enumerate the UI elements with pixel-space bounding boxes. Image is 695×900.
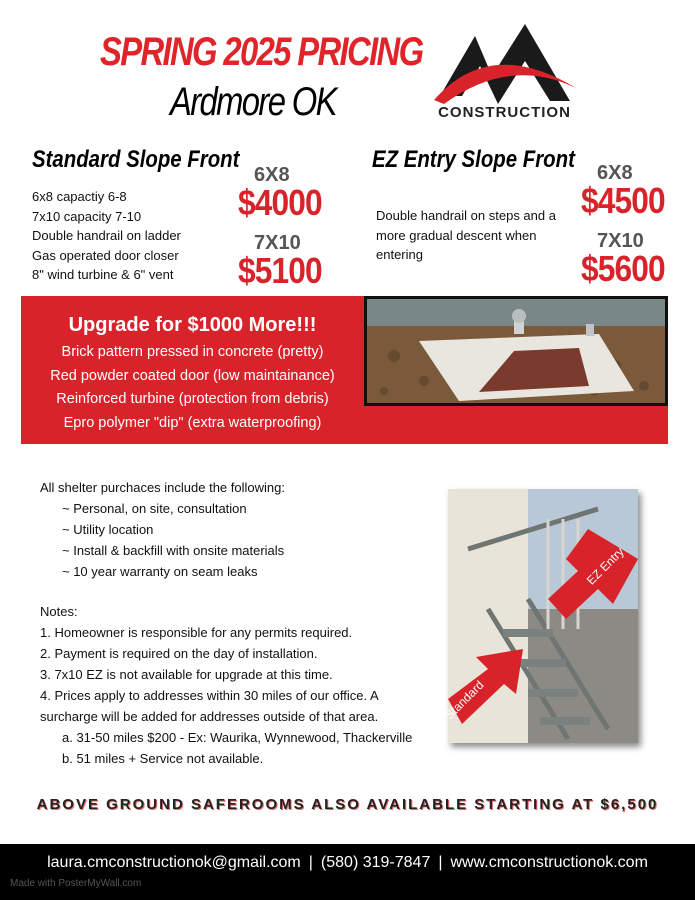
- list-item: ~ Install & backfill with onsite materials: [62, 543, 285, 558]
- location-subtitle: Ardmore OK: [170, 80, 336, 124]
- notes-section: [40, 601, 435, 769]
- upgrade-text-block: [21, 296, 364, 444]
- separator: |: [308, 854, 313, 871]
- includes-section: [40, 477, 440, 582]
- standard-photo-label: Standard: [442, 677, 487, 723]
- list-item: 6x8 capactiy 6-8: [32, 189, 127, 204]
- ez-size-6x8: 6X8: [597, 162, 633, 184]
- list-item: Double handrail on ladder: [32, 228, 181, 243]
- above-ground-notice: ABOVE GROUND SAFEROOMS ALSO AVAILABLE STARTING AT $6,500: [36, 796, 659, 813]
- stairs-image-icon: [448, 489, 638, 743]
- contact-line: [0, 854, 695, 872]
- ez-size-7x10: 7X10: [597, 230, 644, 252]
- phone-link[interactable]: (580) 319-7847: [320, 854, 431, 871]
- ez-price-6x8: $4500: [581, 180, 665, 221]
- list-item: Brick pattern pressed in concrete (pretty): [61, 344, 324, 360]
- list-item: 8" wind turbine & 6" vent: [32, 267, 174, 282]
- list-item: 7x10 capacity 7-10: [32, 208, 142, 224]
- list-item: a. 31-50 miles $200 - Ex: Waurika, Wynnewood, Thackerville: [62, 730, 413, 745]
- list-item: Red powder coated door (low maintainance): [50, 367, 335, 384]
- ez-entry-heading: EZ Entry Slope Front: [372, 146, 575, 173]
- list-item: 4. Prices apply to addresses within 30 miles of our office. A surcharge will be added for addresses outside of that area.: [40, 688, 379, 724]
- logo-wordmark: CONSTRUCTION: [438, 104, 571, 121]
- list-item: Reinforced turbine (protection from debris): [56, 391, 329, 407]
- email-link[interactable]: laura.cmconstructionok@gmail.com: [47, 854, 301, 871]
- standard-price-7x10: $5100: [238, 250, 322, 291]
- footer-bar: [0, 844, 695, 900]
- list-item: Epro polymer "dip" (extra waterproofing): [63, 414, 322, 431]
- standard-size-6x8: 6X8: [254, 164, 290, 186]
- standard-size-7x10: 7X10: [254, 232, 301, 254]
- list-item: ~ Personal, on site, consultation: [62, 501, 247, 516]
- list-item: 2. Payment is required on the day of installation.: [40, 646, 318, 661]
- shelter-photo: [364, 296, 668, 406]
- flyer-title: SPRING 2025 PRICING: [100, 30, 423, 74]
- website-link[interactable]: www.cmconstructionok.com: [450, 854, 648, 871]
- shelter-image-icon: [364, 296, 668, 406]
- ez-entry-photo-label: EZ Entry: [583, 544, 627, 588]
- separator: |: [438, 854, 443, 871]
- includes-intro: All shelter purchaces include the following:: [40, 480, 285, 495]
- list-item: Gas operated door closer: [32, 247, 179, 263]
- ez-price-7x10: $5600: [581, 248, 665, 289]
- list-item: b. 51 miles + Service not available.: [62, 751, 264, 766]
- list-item: 1. Homeowner is responsible for any permits required.: [40, 625, 353, 640]
- notes-heading: Notes:: [40, 604, 78, 619]
- upgrade-heading: Upgrade for $1000 More!!!: [68, 314, 317, 336]
- stairs-photo: [442, 489, 638, 743]
- list-item: 3. 7x10 EZ is not available for upgrade at this time.: [40, 667, 333, 682]
- standard-price-6x8: $4000: [238, 182, 322, 223]
- list-item: ~ Utility location: [62, 522, 154, 537]
- list-item: ~ 10 year warranty on seam leaks: [62, 564, 258, 579]
- watermark: Made with PosterMyWall.com: [10, 878, 142, 889]
- standard-heading: Standard Slope Front: [32, 146, 240, 173]
- standard-feature-list: [32, 187, 232, 285]
- ez-entry-description: Double handrail on steps and a more gradual descent when entering: [376, 208, 556, 262]
